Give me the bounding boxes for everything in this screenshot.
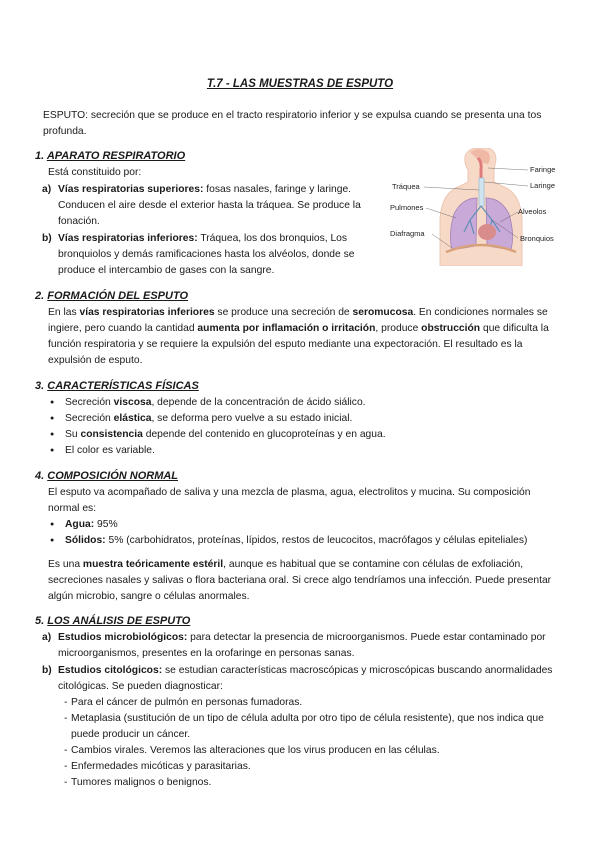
list-item: - Tumores malignos o benignos. [64,775,564,791]
section-title: COMPOSICIÓN NORMAL [47,470,179,482]
composition-list [48,517,527,549]
text: , produce [375,323,422,334]
section-1-heading [35,148,185,164]
text: En las [48,307,80,318]
paragraph-line [48,321,549,337]
list-item-a [42,630,546,646]
item-label: b) [42,233,52,244]
bold-text: Sólidos: [65,535,106,546]
text: Secreción [65,397,114,408]
list-item [48,517,527,533]
text: . En condiciones normales se [413,307,548,318]
diagnosis-list [64,695,564,791]
paragraph-line: algún microbio, sangre o células anormales. [48,591,250,602]
list-item-b [42,231,347,247]
text: , se deforma pero vuelve a su estado inicial. [151,413,353,424]
item-label: a) [42,632,52,643]
item-label: b) [42,665,52,676]
list-item-b [42,663,552,679]
text: depende del contenido en glucoproteínas y en agua. [142,429,386,440]
section-5-heading [35,613,190,629]
section-title: FORMACIÓN DEL ESPUTO [47,290,189,302]
item-bold: Vías respiratorias superiores: [58,184,204,195]
item-bold: Vías respiratorias inferiores: [58,233,198,244]
list-item-b-line3: produce el intercambio de gases con la sangre. [58,265,275,276]
text: ingiere, pero cuando la cantidad [48,323,198,334]
paragraph-line: función respiratoria y se requiere la expulsión del esputo mediante una expectoración. El resultado es la [48,339,523,350]
respiratory-system-figure [388,148,560,266]
section-number: 1. [35,150,45,162]
bold-text: muestra teóricamente estéril [82,559,224,570]
list-item [48,411,386,427]
bold-text: viscosa [113,397,152,408]
text: puede producir un cáncer. [71,729,191,740]
list-item-b-line2: bronquiolos y demás ramificaciones hasta los alvéolos, donde se [58,249,355,260]
label-traquea: Tráquea [392,182,420,191]
text: , depende de la concentración de ácido siálico. [151,397,366,408]
paragraph-line: El esputo va acompañado de saliva y una mezcla de plasma, agua, electrolitos y mucina. Su composición [48,487,531,498]
list-item-a-line3: fonación. [58,216,100,227]
text: 95% [94,519,118,530]
list-item [48,533,527,549]
list-item: - Para el cáncer de pulmón en personas fumadoras. [64,695,564,711]
section-number: 4. [35,470,45,482]
page-title: T.7 - LAS MUESTRAS DE ESPUTO [206,78,394,90]
list-item-a-line2: Conducen el aire desde el exterior hasta la tráquea. Se produce la [58,200,361,211]
section-title: APARATO RESPIRATORIO [46,150,186,162]
bold-text: seromucosa [352,307,414,318]
list-item: ● El color es variable. [48,443,386,459]
section-number: 3. [35,380,45,392]
list-item: - Enfermedades micóticas y parasitarias. [64,759,564,775]
paragraph-line [48,305,548,321]
text: Secreción [65,413,114,424]
label-faringe: Faringe [530,165,556,174]
paragraph-line: normal es: [48,503,97,514]
item-bold: Estudios microbiológicos: [58,632,188,643]
paragraph-line: secreciones nasales y salivas o flora bacteriana oral. Si crece algo tendríamos una infección. Puede presentar [48,575,552,586]
list-item-a-line2: microorganismos, presentes en la orofaringe en personas sanas. [58,648,355,659]
list-item [48,395,386,411]
text: 5% (carbohidratos, proteínas, lípidos, restos de leucocitos, macrófagos y células epiteliales) [105,535,528,546]
section-number: 5. [35,615,45,627]
paragraph-line: expulsión de esputo. [48,355,143,366]
text: , aunque es habitual que se contamine con células de exfoliación, [223,559,524,570]
bold-text: consistencia [80,429,143,440]
label-diafragma: Diafragma [390,229,425,238]
list-item [48,427,386,443]
bold-text: Agua: [65,519,95,530]
text: que dificulta la [480,323,549,334]
label-laringe: Laringe [530,181,556,190]
item-label: a) [42,184,52,195]
label-pulmones: Pulmones [390,203,424,212]
label-alveolos: Alveolos [518,207,547,216]
bold-text: aumenta por inflamación o irritación [197,323,376,334]
item-text: fosas nasales, faringe y laringe. [203,184,352,195]
item-text: Tráquea, los dos bronquios, Los [197,233,348,244]
list-item-a [42,182,351,198]
list-item-b-line2: citológicas. Se pueden diagnosticar: [58,681,223,692]
label-bronquios: Bronquios [520,234,554,243]
characteristics-list [48,395,386,459]
item-bold: Estudios citológicos: [58,665,163,676]
intro-paragraph: ESPUTO: secreción que se produce en el tracto respiratorio inferior y se expulsa cuando se presenta una tos profunda. [43,110,542,137]
text: Metaplasia (sustitución de un tipo de célula adulta por otro tipo de célula resistente), que nos indica que [71,713,544,724]
bold-text: vías respiratorias inferiores [79,307,215,318]
item-text: para detectar la presencia de microorganismos. Puede estar contaminado por [187,632,546,643]
section-number: 2. [35,290,45,302]
list-item [64,711,564,743]
bold-text: obstrucción [421,323,481,334]
section-title: CARACTERÍSTICAS FÍSICAS [47,380,199,392]
paragraph-line [48,557,523,573]
text: Su [65,429,81,440]
section-3-heading [35,378,199,394]
section-1-lead: Está constituido por: [48,167,142,178]
list-item: - Cambios virales. Veremos las alteraciones que los virus producen en las células. [64,743,564,759]
section-2-heading [35,288,188,304]
text: Es una [48,559,83,570]
bold-text: elástica [113,413,152,424]
text: se produce una secreción de [214,307,353,318]
item-text: se estudian características macroscópicas y microscópicas buscando anormalidades [162,665,553,676]
section-4-heading [35,468,178,484]
section-title: LOS ANÁLISIS DE ESPUTO [47,615,191,627]
